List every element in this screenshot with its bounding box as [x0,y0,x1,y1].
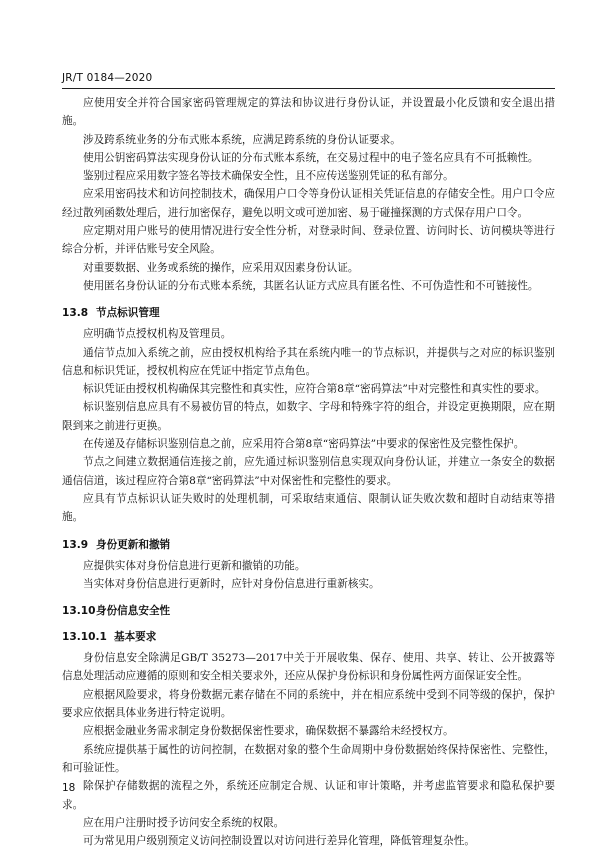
paragraph: 系统应提供基于属性的访问控制，在数据对象的整个生命周期中身份数据始终保持保密性、完整性，和可验证性。 [62,743,555,774]
paragraph: 可为常见用户级别预定义访问控制设置以对访问进行差异化管理，降低管理复杂性。 [83,835,475,848]
document-body [62,94,555,850]
paragraph: 标识鉴别信息应具有不易被仿冒的特点，如数字、字母和特殊字符的组合，并设定更换期限，应在期限到来之前进行更换。 [62,401,555,432]
section-heading [62,603,555,619]
paragraph: 应采用密码技术和访问控制技术，确保用户口令等身份认证相关凭证信息的存储安全性。用户口令应经过散列函数处理后，进行加密保存，避免以明文或可逆加密、易于碰撞探测的方式保存用户口令。 [62,188,555,219]
paragraph: 应根据金融业务需求制定身份数据保密性要求，确保数据不暴露给未经授权方。 [83,725,454,738]
paragraph: 应定期对用户账号的使用情况进行安全性分析，对登录时间、登录位置、访问时长、访问模块等进行综合分析，并评估账号安全风险。 [62,225,555,256]
paragraph: 应在用户注册时授予访问安全系统的权限。 [83,816,285,829]
section-title: 节点标识管理 [96,307,160,320]
section-number: 13.8 [62,307,89,320]
paragraph: 在传递及存储标识鉴别信息之前，应采用符合第8章“密码算法”中要求的保密性及完整性保护。 [83,438,525,451]
paragraph: 应使用安全并符合国家密码管理规定的算法和协议进行身份认证，并设置最小化反馈和安全退出措施。 [62,97,555,128]
paragraph: 应根据风险要求，将身份数据元素存储在不同的系统中，并在相应系统中受到不同等级的保护，保护要求应依据具体业务进行特定说明。 [62,688,555,720]
paragraph: 使用公钥密码算法实现身份认证的分布式账本系统，在交易过程中的电子签名应具有不可抵赖性。 [83,151,539,164]
section-number: 13.10 [62,605,96,618]
paragraph: 应明确节点授权机构及管理员。 [83,328,232,341]
paragraph: 通信节点加入系统之前，应由授权机构给予其在系统内唯一的节点标识，并提供与之对应的标识鉴别信息和标识凭证，授权机构应在凭证中指定节点角色。 [62,346,555,377]
document-code: JR/T 0184—2020 [62,72,153,84]
section-number: 13.9 [62,538,89,551]
paragraph: 当实体对身份信息进行更新时，应针对身份信息进行重新核实。 [83,577,380,590]
paragraph: 应提供实体对身份信息进行更新和撤销的功能。 [83,559,306,572]
paragraph: 对重要数据、业务或系统的操作，应采用双因素身份认证。 [83,261,359,274]
paragraph: 标识凭证由授权机构确保其完整性和真实性，应符合第8章“密码算法”中对完整性和真实性的要求。 [83,383,546,396]
paragraph: 节点之间建立数据通信连接之前，应先通过标识鉴别信息实现双向身份认证，并建立一条安全的数据通信信道，该过程应符合第8章“密码算法”中对保密性和完整性的要求。 [62,456,555,487]
paragraph: 身份信息安全除满足GB/T 35273—2017中关于开展收集、保存、使用、共享、转让、公开披露等信息处理活动应遵循的原则和安全相关要求外，还应从保护身份标识和身份属性两方面保证安全性。 [62,652,555,683]
section-heading [62,305,555,321]
section-heading [62,537,555,553]
section-title: 身份更新和撤销 [96,538,171,551]
paragraph: 使用匿名身份认证的分布式账本系统，其匿名认证方式应具有匿名性、不可伪造性和不可链接性。 [83,279,539,292]
section-title: 基本要求 [114,631,157,644]
paragraph: 鉴别过程应采用数字签名等技术确保安全性，且不应传送鉴别凭证的私有部分。 [83,170,454,183]
subsection-heading [62,629,555,645]
header-rule [62,88,555,89]
paragraph: 涉及跨系统业务的分布式账本系统，应满足跨系统的身份认证要求。 [83,133,401,146]
paragraph: 应具有节点标识认证失败时的处理机制，可采取结束通信、限制认证失败次数和超时自动结束等措施。 [62,492,555,524]
page-number: 18 [62,782,76,794]
paragraph: 除保护存储数据的流程之外，系统还应制定合规、认证和审计策略，并考虑监管要求和隐私保护要求。 [62,780,555,811]
section-number: 13.10.1 [62,631,107,644]
section-title: 身份信息安全性 [96,605,171,618]
